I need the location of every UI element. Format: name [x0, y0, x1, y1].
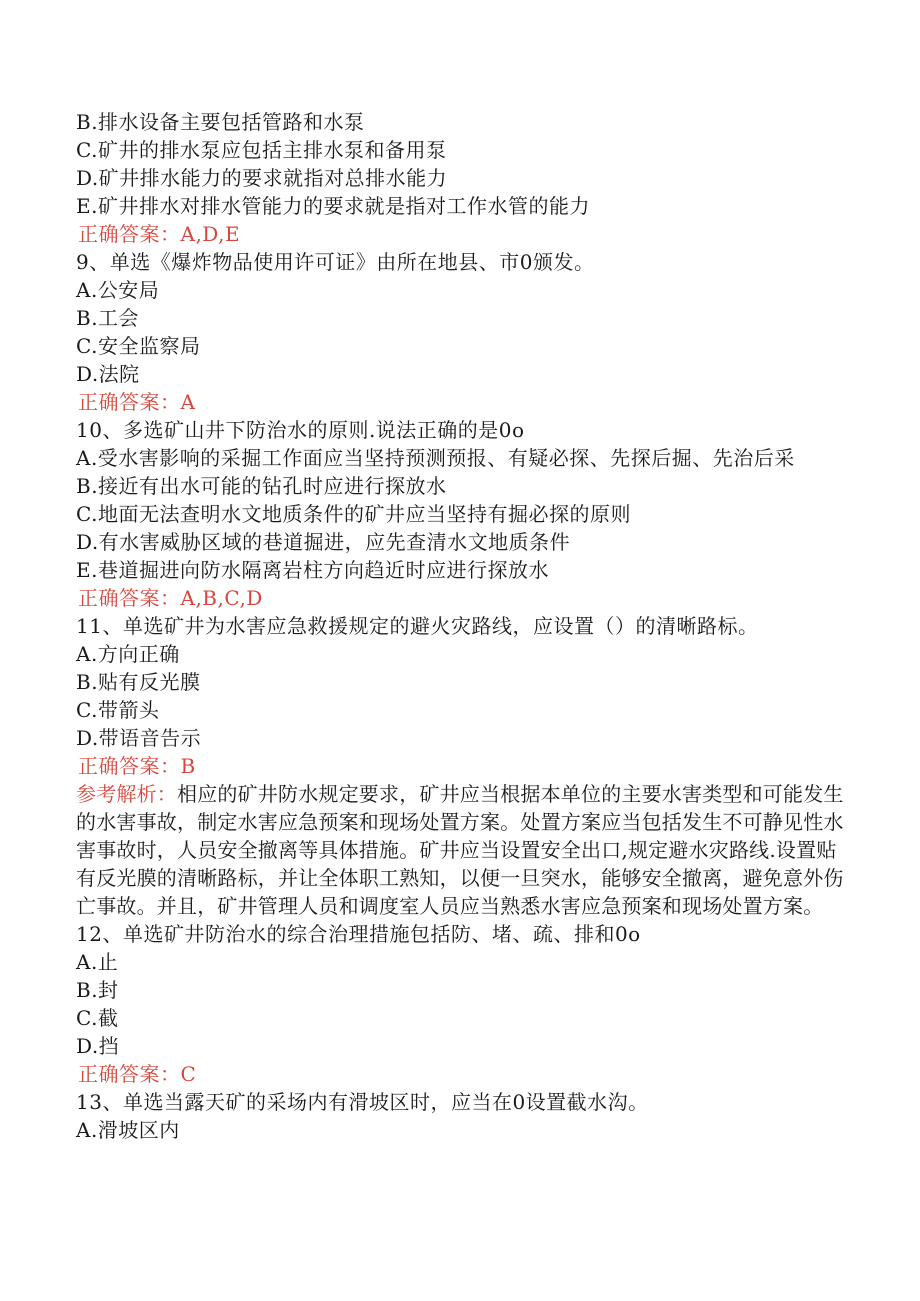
answer-option: C.带箭头 [76, 698, 160, 722]
answer-option: C.地面无法查明水文地质条件的矿井应当坚持有掘必探的原则 [76, 502, 631, 526]
answer-option: A.受水害影响的采掘工作面应当坚持预测预报、有疑必探、先探后掘、先治后采 [76, 446, 795, 470]
question-text: 10、多选矿山井下防治水的原则.说法正确的是0o [76, 418, 525, 442]
answer-option: B.排水设备主要包括管路和水泵 [76, 110, 365, 134]
analysis-text: 相应的矿井防水规定要求，矿井应当根据本单位的主要水害类型和可能发生的水害事故，制定水害应急预案和现场处置方案。处置方案应当包括发生不可静见性水害事故时，人员安全撤离等具体措施。矿井应当设置安全出口,规定避水灾路线.设置贴有反光膜的清晰路标，并让全体职工熟知，以便一旦突水，能够安全撤离，避免意外伤亡事故。并且，矿井管理人员和调度室人员应当熟悉水害应急预案和现场处置方案。 [76, 782, 844, 918]
question-text: 12、单选矿井防治水的综合治理措施包括防、堵、疏、排和0o [76, 922, 641, 946]
question-text: 11、单选矿井为水害应急救援规定的避火灾路线，应设置（）的清晰路标。 [76, 614, 759, 638]
question-text: 13、单选当露天矿的采场内有滑坡区时，应当在0设置截水沟。 [76, 1090, 649, 1114]
correct-answer: 正确答案：A,D,E [78, 222, 241, 246]
answer-option: B.工会 [76, 306, 140, 330]
answer-option: D.有水害威胁区域的巷道掘进，应先查清水文地质条件 [76, 530, 571, 554]
answer-option: D.法院 [76, 362, 140, 386]
answer-option: A.止 [76, 950, 119, 974]
answer-option: C.矿井的排水泵应包括主排水泵和备用泵 [76, 138, 447, 162]
answer-option: E.矿井排水对排水管能力的要求就是指对工作水管的能力 [76, 194, 590, 218]
question-block-after-analysis [76, 920, 876, 1144]
correct-answer: 正确答案：C [78, 1062, 197, 1086]
answer-option: D.带语音告示 [76, 726, 202, 750]
correct-answer: 正确答案：A,B,C,D [78, 586, 263, 610]
answer-option: A.滑坡区内 [76, 1118, 180, 1142]
question-block-before-analysis [76, 108, 876, 780]
answer-option: C.截 [76, 1006, 119, 1030]
answer-option: B.封 [76, 978, 119, 1002]
answer-option: A.方向正确 [76, 642, 180, 666]
answer-option: D.挡 [76, 1034, 120, 1058]
answer-option: B.贴有反光膜 [76, 670, 201, 694]
analysis-label: 参考解析： [76, 782, 177, 806]
reference-analysis [76, 780, 846, 920]
answer-option: C.安全监察局 [76, 334, 201, 358]
question-text: 9、单选《爆炸物品使用许可证》由所在地县、市0颁发。 [76, 250, 595, 274]
answer-option: D.矿井排水能力的要求就指对总排水能力 [76, 166, 448, 190]
answer-option: B.接近有出水可能的钻孔时应进行探放水 [76, 474, 447, 498]
answer-option: E.巷道掘进向防水隔离岩柱方向趋近时应进行探放水 [76, 558, 549, 582]
correct-answer: 正确答案：B [78, 754, 196, 778]
answer-option: A.公安局 [76, 278, 160, 302]
correct-answer: 正确答案：A [78, 390, 196, 414]
document-page [76, 108, 876, 1144]
